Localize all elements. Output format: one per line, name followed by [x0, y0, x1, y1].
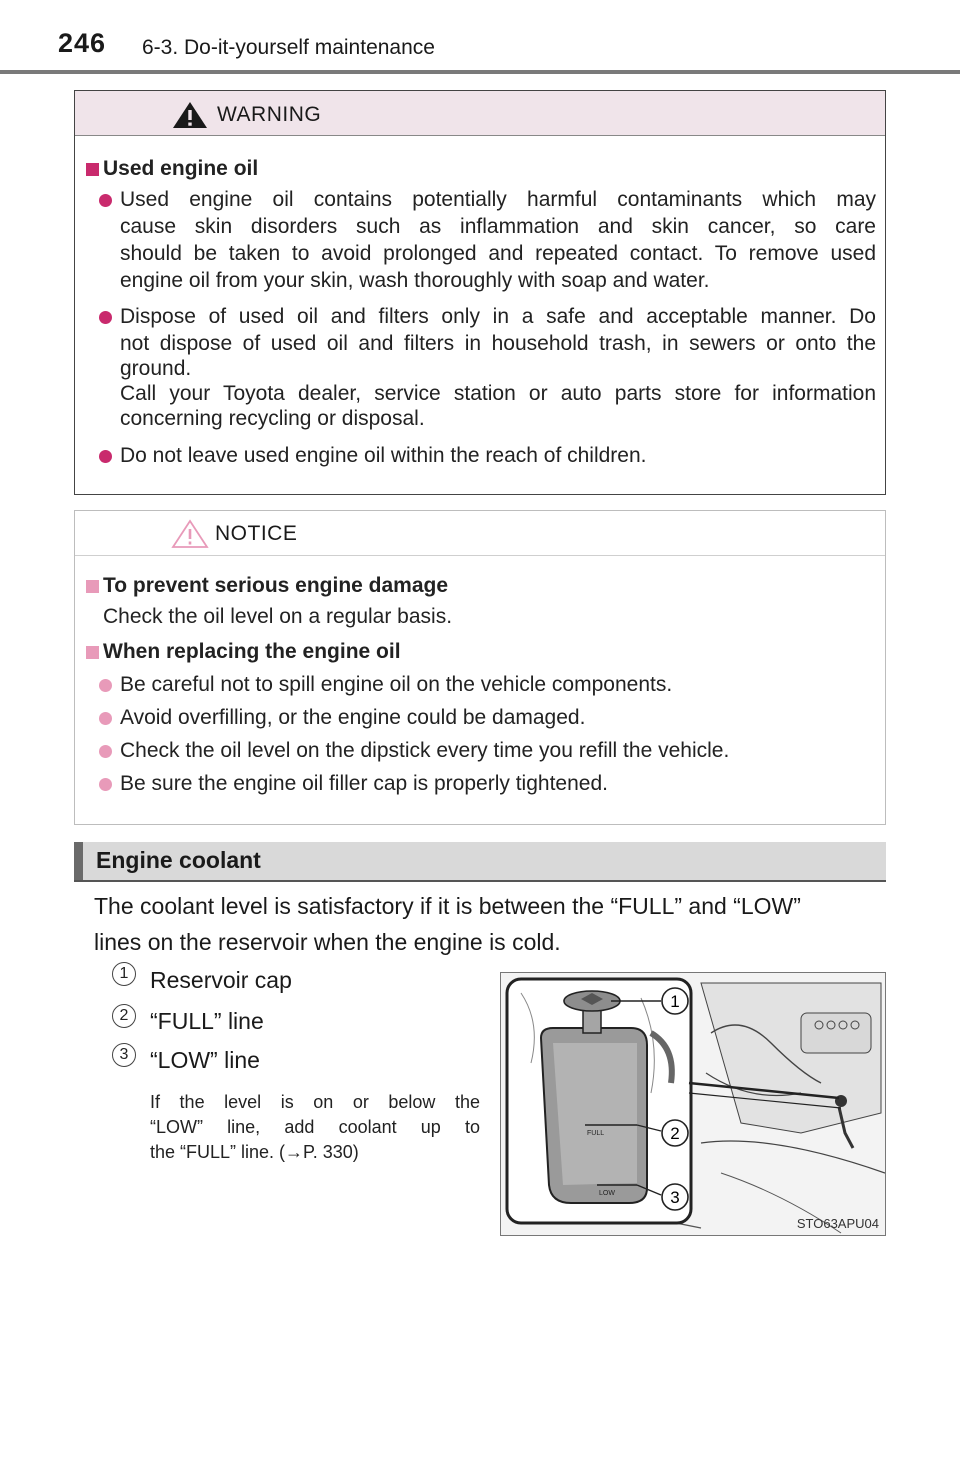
- figure-label-3: 3: [670, 1188, 680, 1207]
- heading-rule: [74, 880, 886, 882]
- square-bullet-icon: [86, 163, 99, 176]
- header-rule: [0, 70, 960, 74]
- notice-bullet-3: Check the oil level on the dipstick every time you refill the vehicle.: [120, 739, 730, 762]
- warning-bullet-1-line-3: should be taken to avoid prolonged and repeated contact. To remove used: [120, 242, 876, 265]
- figure-full-mark: FULL: [587, 1130, 605, 1137]
- notice-bullet-4: Be sure the engine oil filler cap is properly tightened.: [120, 772, 608, 795]
- notice-label: NOTICE: [215, 522, 298, 545]
- notice-header: [75, 511, 885, 556]
- engine-bay-drawing: [501, 973, 885, 1235]
- warning-bullet-2-line-5: concerning recycling or disposal.: [120, 407, 425, 430]
- round-bullet-icon: [99, 679, 112, 692]
- page-number: 246: [58, 28, 107, 58]
- coolant-intro-line-2: lines on the reservoir when the engine is cold.: [94, 929, 561, 955]
- coolant-intro-line-1: The coolant level is satisfactory if it is between the “FULL” and “LOW”: [94, 893, 801, 919]
- round-bullet-icon: [99, 450, 112, 463]
- square-bullet-icon: [86, 646, 99, 659]
- warning-bullet-3-line-1: Do not leave used engine oil within the reach of children.: [120, 444, 647, 467]
- notice-text-1: Check the oil level on a regular basis.: [103, 605, 453, 628]
- coolant-note-line-2: “LOW” line, add coolant up to: [150, 1117, 480, 1137]
- notice-bullet-1: Be careful not to spill engine oil on the vehicle components.: [120, 673, 673, 696]
- section-heading-text: Engine coolant: [96, 847, 261, 873]
- square-bullet-icon: [86, 580, 99, 593]
- warning-bullet-2-line-4: Call your Toyota dealer, service station or auto parts store for information: [120, 382, 876, 405]
- round-bullet-icon: [99, 745, 112, 758]
- warning-header: [75, 91, 885, 136]
- coolant-note-line-1: If the level is on or below the: [150, 1092, 480, 1112]
- figure-code: STO63APU04: [796, 1216, 879, 1231]
- heading-accent: [74, 842, 83, 880]
- round-bullet-icon: [99, 194, 112, 207]
- warning-subhead: Used engine oil: [103, 157, 259, 180]
- callout-number-badge: 1: [112, 962, 136, 986]
- warning-bullet-1-line-2: cause skin disorders such as inflammation and skin cancer, so care: [120, 215, 876, 238]
- callout-number-badge: 3: [112, 1043, 136, 1067]
- callout-full-line: “FULL” line: [150, 1008, 264, 1034]
- warning-bullet-1-line-1: Used engine oil contains potentially harmful contaminants which may: [120, 188, 876, 211]
- warning-triangle-icon: [171, 100, 209, 130]
- notice-subhead-1: To prevent serious engine damage: [103, 574, 449, 597]
- figure-label-1: 1: [670, 992, 680, 1011]
- section-title: 6-3. Do-it-yourself maintenance: [142, 36, 435, 59]
- notice-bullet-2: Avoid overfilling, or the engine could be damaged.: [120, 706, 586, 729]
- round-bullet-icon: [99, 311, 112, 324]
- caution-triangle-icon: [171, 519, 209, 549]
- callout-reservoir-cap: Reservoir cap: [150, 967, 292, 993]
- warning-label: WARNING: [217, 103, 322, 126]
- warning-bullet-1-line-4: engine oil from your skin, wash thoroughly with soap and water.: [120, 269, 710, 292]
- round-bullet-icon: [99, 778, 112, 791]
- round-bullet-icon: [99, 712, 112, 725]
- callout-number-badge: 2: [112, 1004, 136, 1028]
- coolant-reservoir-illustration: [500, 972, 886, 1236]
- warning-bullet-2-line-2: not dispose of used oil and filters in household trash, in sewers or onto the: [120, 332, 876, 355]
- figure-low-mark: LOW: [599, 1190, 615, 1197]
- warning-bullet-2-line-1: Dispose of used oil and filters only in a safe and acceptable manner. Do: [120, 305, 876, 328]
- figure-label-2: 2: [670, 1124, 680, 1143]
- coolant-note-line-3: the “FULL” line. (→P. 330): [150, 1142, 359, 1162]
- notice-subhead-2: When replacing the engine oil: [103, 640, 401, 663]
- section-heading: [74, 842, 886, 880]
- callout-low-line: “LOW” line: [150, 1047, 260, 1073]
- page-header: [0, 0, 960, 76]
- warning-bullet-2-line-3: ground.: [120, 357, 192, 380]
